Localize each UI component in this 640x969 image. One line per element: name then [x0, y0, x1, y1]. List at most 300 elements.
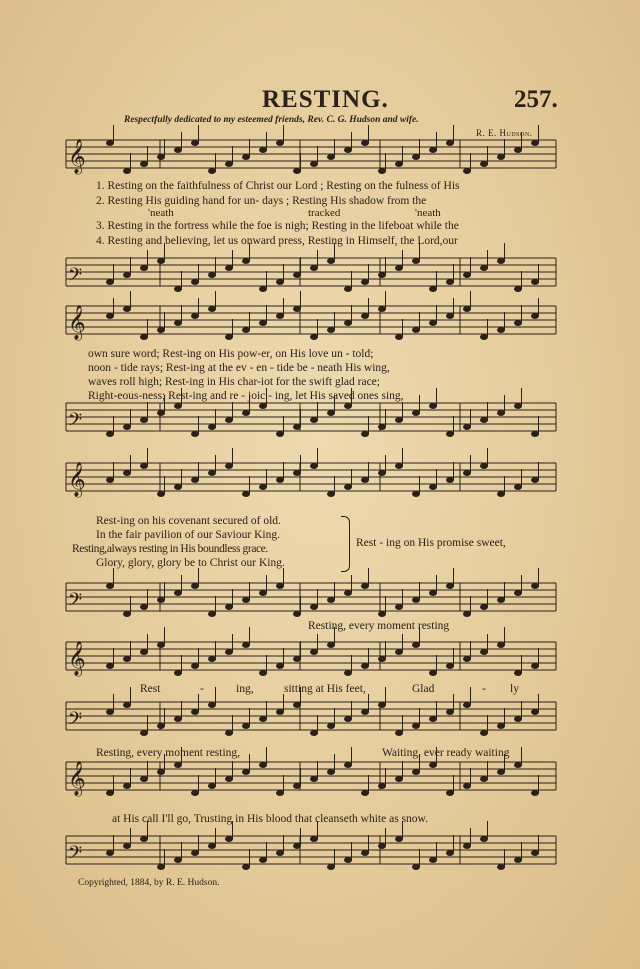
note-head	[429, 286, 437, 292]
note-head	[327, 642, 335, 648]
sys3-line-1: Rest-ing on his covenant secured of old.	[96, 515, 281, 527]
note-head	[310, 417, 318, 423]
note-head	[157, 769, 165, 775]
note-head	[361, 477, 369, 483]
note-head	[106, 583, 114, 589]
note-head	[140, 161, 148, 167]
note-head	[242, 723, 250, 729]
note-head	[310, 649, 318, 655]
note-head	[174, 590, 182, 596]
note-head	[446, 663, 454, 669]
note-head	[327, 769, 335, 775]
note-head	[191, 790, 199, 796]
clef-icon: 𝄞	[68, 641, 86, 676]
note-head	[412, 769, 420, 775]
note-head	[429, 403, 437, 409]
note-head	[327, 327, 335, 333]
note-head	[531, 140, 539, 146]
note-head	[531, 431, 539, 437]
note-head	[276, 313, 284, 319]
note-head	[276, 140, 284, 146]
note-head	[208, 168, 216, 174]
note-head	[208, 306, 216, 312]
note-head	[446, 279, 454, 285]
note-head	[463, 424, 471, 430]
note-head	[446, 583, 454, 589]
note-head	[378, 306, 386, 312]
note-head	[378, 470, 386, 476]
note-head	[174, 147, 182, 153]
sys4-word-3: ing,	[236, 683, 254, 695]
note-head	[429, 320, 437, 326]
sys4-word-4: sitting at His feet,	[284, 683, 366, 695]
note-head	[208, 702, 216, 708]
note-head	[123, 656, 131, 662]
note-head	[378, 656, 386, 662]
note-head	[225, 265, 233, 271]
note-head	[361, 313, 369, 319]
note-head	[378, 843, 386, 849]
note-head	[412, 642, 420, 648]
note-head	[225, 161, 233, 167]
note-head	[140, 463, 148, 469]
note-head	[429, 670, 437, 676]
verse-2-sub-2: tracked	[308, 207, 341, 219]
verse-2-line: 2. Resting His guiding hand for un- days ; Resting His shadow from the	[96, 195, 427, 207]
verse-2-sub-1: 'neath	[148, 207, 174, 219]
note-head	[293, 611, 301, 617]
note-head	[259, 857, 267, 863]
note-head	[497, 597, 505, 603]
note-head	[174, 403, 182, 409]
note-head	[259, 670, 267, 676]
note-head	[208, 783, 216, 789]
note-head	[412, 864, 420, 870]
note-head	[140, 265, 148, 271]
note-head	[514, 286, 522, 292]
note-head	[208, 611, 216, 617]
note-head	[123, 783, 131, 789]
note-head	[412, 597, 420, 603]
note-head	[123, 272, 131, 278]
note-head	[310, 161, 318, 167]
note-head	[276, 583, 284, 589]
sys5-words: at His call I'll go, Trusting in His blood that cleanseth white as snow.	[112, 813, 428, 825]
note-head	[429, 484, 437, 490]
note-head	[531, 790, 539, 796]
note-head	[463, 168, 471, 174]
note-head	[497, 723, 505, 729]
verse-3-line: 3. Resting in the fortress while the foe is nigh; Resting in the lifeboat while the	[96, 220, 459, 232]
note-head	[463, 306, 471, 312]
note-head	[225, 604, 233, 610]
note-head	[514, 857, 522, 863]
note-head	[361, 279, 369, 285]
note-head	[157, 410, 165, 416]
note-head	[327, 597, 335, 603]
note-head	[242, 642, 250, 648]
note-head	[395, 836, 403, 842]
verse-2-sub-3: 'neath	[415, 207, 441, 219]
note-head	[106, 709, 114, 715]
note-head	[174, 857, 182, 863]
note-head	[497, 410, 505, 416]
note-head	[106, 279, 114, 285]
note-head	[463, 843, 471, 849]
note-head	[242, 258, 250, 264]
note-head	[106, 140, 114, 146]
note-head	[378, 783, 386, 789]
composer-credit: R. E. Hudson.	[476, 128, 533, 138]
clef-icon: 𝄢	[68, 843, 83, 868]
note-head	[259, 716, 267, 722]
note-head	[191, 709, 199, 715]
note-head	[174, 716, 182, 722]
verse-1-line: 1. Resting on the faithfulness of Christ our Lord ; Resting on the fulness of His	[96, 180, 460, 192]
note-head	[242, 410, 250, 416]
note-head	[344, 762, 352, 768]
note-head	[208, 470, 216, 476]
note-head	[242, 864, 250, 870]
note-head	[191, 850, 199, 856]
note-head	[140, 604, 148, 610]
note-head	[106, 790, 114, 796]
copyright-notice: Copyrighted, 1884, by R. E. Hudson.	[78, 878, 220, 888]
note-head	[480, 417, 488, 423]
clef-icon: 𝄢	[68, 410, 83, 435]
verse-4-line: 4. Resting and believing, let us onward press, Resting in Himself, the Lord,our	[96, 235, 458, 247]
note-head	[412, 258, 420, 264]
note-head	[344, 286, 352, 292]
note-head	[276, 850, 284, 856]
note-head	[259, 147, 267, 153]
note-head	[259, 286, 267, 292]
dedication-text: Respectfully dedicated to my esteemed friends, Rev. C. G. Hudson and wife.	[124, 115, 419, 125]
note-head	[531, 279, 539, 285]
note-head	[446, 790, 454, 796]
note-head	[310, 730, 318, 736]
note-head	[497, 642, 505, 648]
note-head	[463, 783, 471, 789]
note-head	[378, 611, 386, 617]
sys3-bass-words: Resting, every moment resting	[308, 620, 450, 632]
hymn-title: RESTING.	[262, 86, 389, 113]
note-head	[242, 597, 250, 603]
sys4-word-1: Rest	[140, 683, 161, 695]
note-head	[480, 265, 488, 271]
note-head	[293, 272, 301, 278]
note-head	[412, 491, 420, 497]
note-head	[429, 147, 437, 153]
sys3-line-2: In the fair pavilion of our Saviour King.	[96, 529, 280, 541]
note-head	[531, 477, 539, 483]
note-head	[395, 417, 403, 423]
note-head	[157, 723, 165, 729]
note-head	[361, 583, 369, 589]
note-head	[514, 403, 522, 409]
note-head	[514, 484, 522, 490]
note-head	[157, 642, 165, 648]
note-head	[242, 491, 250, 497]
sys4-word-2: -	[200, 683, 204, 695]
note-head	[378, 272, 386, 278]
note-head	[463, 656, 471, 662]
note-head	[191, 279, 199, 285]
clef-icon: 𝄞	[68, 305, 86, 340]
note-head	[157, 258, 165, 264]
note-head	[395, 604, 403, 610]
note-head	[242, 769, 250, 775]
note-head	[293, 306, 301, 312]
note-head	[327, 410, 335, 416]
note-head	[310, 836, 318, 842]
note-head	[429, 857, 437, 863]
note-head	[480, 730, 488, 736]
sys4-bass-words-1: Resting, every moment resting,	[96, 747, 241, 759]
note-head	[259, 484, 267, 490]
note-head	[429, 716, 437, 722]
note-head	[327, 154, 335, 160]
sys4-word-6: -	[482, 683, 486, 695]
note-head	[480, 604, 488, 610]
note-head	[123, 306, 131, 312]
note-head	[106, 313, 114, 319]
note-head	[259, 320, 267, 326]
note-head	[344, 403, 352, 409]
note-head	[225, 334, 233, 340]
note-head	[310, 463, 318, 469]
note-head	[123, 470, 131, 476]
note-head	[293, 843, 301, 849]
note-head	[514, 320, 522, 326]
note-head	[174, 670, 182, 676]
sys2-line-4: Right-eous-ness; Rest-ing and re - joic - ing, let His saved ones sing,	[88, 390, 404, 402]
note-head	[361, 850, 369, 856]
clef-icon: 𝄞	[68, 761, 86, 796]
note-head	[225, 417, 233, 423]
note-head	[480, 463, 488, 469]
note-head	[497, 491, 505, 497]
note-head	[106, 850, 114, 856]
note-head	[361, 140, 369, 146]
note-head	[463, 470, 471, 476]
note-head	[140, 417, 148, 423]
note-head	[361, 663, 369, 669]
note-head	[429, 590, 437, 596]
hymn-number: 257.	[514, 86, 558, 113]
note-head	[395, 265, 403, 271]
note-head	[378, 424, 386, 430]
note-head	[446, 850, 454, 856]
note-head	[293, 168, 301, 174]
note-head	[446, 313, 454, 319]
note-head	[276, 279, 284, 285]
sys4-word-7: ly	[510, 683, 519, 695]
note-head	[191, 477, 199, 483]
clef-icon: 𝄢	[68, 590, 83, 615]
note-head	[310, 776, 318, 782]
note-head	[106, 477, 114, 483]
note-head	[208, 272, 216, 278]
note-head	[123, 168, 131, 174]
note-head	[225, 730, 233, 736]
note-head	[174, 320, 182, 326]
note-head	[480, 161, 488, 167]
note-head	[123, 843, 131, 849]
note-head	[412, 154, 420, 160]
note-head	[446, 477, 454, 483]
note-head	[293, 656, 301, 662]
note-head	[191, 431, 199, 437]
note-head	[157, 491, 165, 497]
note-head	[242, 154, 250, 160]
note-head	[463, 272, 471, 278]
note-head	[310, 265, 318, 271]
note-head	[463, 611, 471, 617]
sys3-line-3: Resting,always resting in His boundless grace.	[72, 543, 268, 555]
note-head	[514, 762, 522, 768]
note-head	[276, 431, 284, 437]
note-head	[463, 702, 471, 708]
note-head	[327, 258, 335, 264]
note-head	[395, 730, 403, 736]
note-head	[480, 334, 488, 340]
note-head	[395, 334, 403, 340]
sys2-line-2: noon - tide rays; Rest-ing at the ev - en - tide be - neath His wing,	[88, 362, 390, 374]
note-head	[344, 716, 352, 722]
note-head	[157, 327, 165, 333]
note-head	[327, 723, 335, 729]
note-head	[157, 864, 165, 870]
note-head	[191, 663, 199, 669]
clef-icon: 𝄢	[68, 265, 83, 290]
note-head	[140, 334, 148, 340]
clef-icon: 𝄢	[68, 709, 83, 734]
note-head	[378, 168, 386, 174]
note-head	[361, 709, 369, 715]
note-head	[259, 762, 267, 768]
note-head	[395, 161, 403, 167]
note-head	[446, 431, 454, 437]
note-head	[191, 583, 199, 589]
note-head	[123, 424, 131, 430]
note-head	[276, 477, 284, 483]
note-head	[123, 611, 131, 617]
note-head	[174, 484, 182, 490]
note-head	[344, 670, 352, 676]
note-head	[310, 604, 318, 610]
sys2-line-3: waves roll high; Rest-ing in His char-iot for the swift glad race;	[88, 376, 380, 388]
note-head	[293, 702, 301, 708]
note-head	[276, 663, 284, 669]
note-head	[157, 154, 165, 160]
note-head	[259, 403, 267, 409]
note-head	[174, 286, 182, 292]
note-head	[225, 776, 233, 782]
note-head	[106, 663, 114, 669]
note-head	[497, 258, 505, 264]
note-head	[361, 790, 369, 796]
clef-icon: 𝄞	[68, 139, 86, 174]
note-head	[327, 491, 335, 497]
sys2-line-1: own sure word; Rest-ing on His pow-er, on His love un - told;	[88, 348, 374, 360]
note-head	[140, 836, 148, 842]
note-head	[259, 590, 267, 596]
note-head	[344, 590, 352, 596]
note-head	[531, 709, 539, 715]
note-head	[531, 850, 539, 856]
note-head	[140, 649, 148, 655]
note-head	[531, 313, 539, 319]
note-head	[140, 776, 148, 782]
note-head	[344, 320, 352, 326]
note-head	[174, 762, 182, 768]
note-head	[293, 424, 301, 430]
note-head	[497, 864, 505, 870]
note-head	[344, 147, 352, 153]
note-head	[225, 463, 233, 469]
note-head	[497, 154, 505, 160]
note-head	[225, 649, 233, 655]
note-head	[276, 790, 284, 796]
note-head	[276, 709, 284, 715]
note-head	[446, 140, 454, 146]
note-head	[446, 709, 454, 715]
note-head	[208, 656, 216, 662]
note-head	[480, 836, 488, 842]
note-head	[514, 716, 522, 722]
note-head	[395, 463, 403, 469]
note-head	[395, 776, 403, 782]
verse-brace	[341, 516, 350, 572]
note-head	[514, 147, 522, 153]
note-head	[225, 836, 233, 842]
note-head	[140, 730, 148, 736]
note-head	[531, 583, 539, 589]
note-head	[480, 776, 488, 782]
note-head	[412, 723, 420, 729]
note-head	[378, 702, 386, 708]
note-head	[327, 864, 335, 870]
clef-icon: 𝄞	[68, 462, 86, 497]
note-head	[531, 663, 539, 669]
note-head	[514, 590, 522, 596]
note-head	[191, 140, 199, 146]
note-head	[106, 431, 114, 437]
note-head	[497, 769, 505, 775]
note-head	[293, 783, 301, 789]
note-head	[361, 431, 369, 437]
note-head	[480, 649, 488, 655]
note-head	[497, 327, 505, 333]
note-head	[412, 410, 420, 416]
sys4-word-5: Glad	[412, 683, 435, 695]
chorus-words: Rest - ing on His promise sweet,	[356, 537, 506, 549]
note-head	[242, 327, 250, 333]
sys4-bass-words-2: Waiting, ever ready waiting	[382, 747, 510, 759]
note-head	[429, 762, 437, 768]
note-head	[157, 597, 165, 603]
note-head	[412, 327, 420, 333]
note-head	[293, 470, 301, 476]
note-head	[514, 670, 522, 676]
note-head	[395, 649, 403, 655]
note-head	[123, 702, 131, 708]
note-head	[344, 857, 352, 863]
sys3-line-4: Glory, glory, glory be to Christ our King.	[96, 557, 285, 569]
note-head	[208, 424, 216, 430]
note-head	[310, 334, 318, 340]
